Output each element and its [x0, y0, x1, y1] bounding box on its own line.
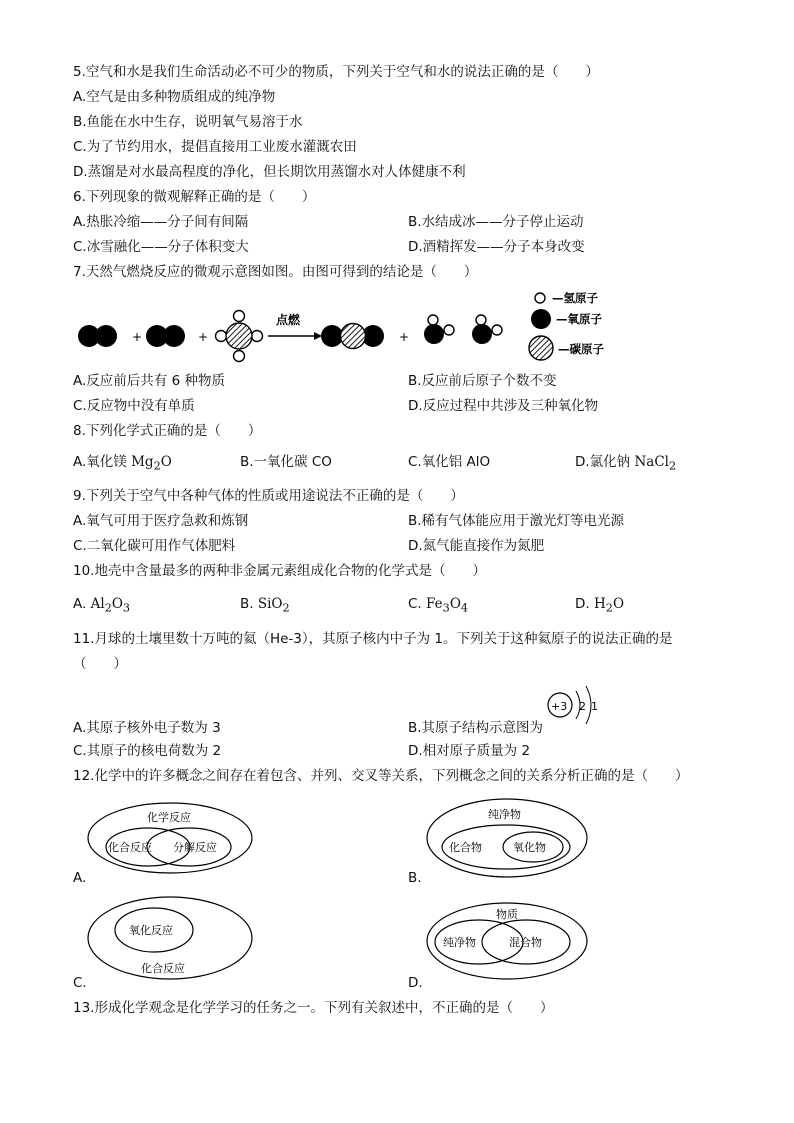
q12-diagram-d [424, 900, 590, 982]
plus-sign-1: + [132, 330, 143, 344]
q12-option-d-label: D. [408, 975, 423, 991]
q5-option-b: B.鱼能在水中生存，说明氧气易溶于水 [73, 114, 303, 130]
q9-stem: 9.下列关于空气中各种气体的性质或用途说法不正确的是（ ） [73, 488, 464, 504]
diagram-d-left: 纯净物 [443, 936, 476, 949]
shell-1-electrons: 2 [579, 700, 586, 713]
q6-option-a: A.热胀冷缩——分子间有间隔 [73, 214, 249, 230]
q9-option-a: A.氧气可用于医疗急救和炼钢 [73, 513, 249, 529]
legend-carbon: —碳原子 [558, 342, 604, 356]
legend-hydrogen: —氢原子 [552, 291, 598, 305]
q11-stem: 11.月球的土壤里数十万吨的氦（He-3），其原子核内中子为 1。下列关于这种氦原子的说法正确的是 [73, 631, 673, 647]
diagram-a-outer: 化学反应 [147, 811, 191, 824]
q8-option-c: C.氧化铝 AlO [408, 454, 491, 470]
water-molecule-1 [424, 315, 454, 344]
q6-option-d: D.酒精挥发——分子本身改变 [408, 239, 585, 255]
q6-option-c: C.冰雪融化——分子体积变大 [73, 239, 249, 255]
q9-option-c: C.二氧化碳可用作气体肥料 [73, 538, 236, 554]
q11-option-a: A.其原子核外电子数为 3 [73, 720, 221, 736]
q6-option-b: B.水结成冰——分子停止运动 [408, 214, 584, 230]
q11-option-b: B.其原子结构示意图为 [408, 720, 544, 736]
q12-diagram-b [424, 796, 590, 880]
q11-atom-structure-diagram [546, 682, 602, 732]
ignite-label: 点燃 [276, 313, 301, 327]
diagram-a-left: 化合反应 [108, 841, 152, 854]
oxygen-molecule-1 [78, 325, 117, 347]
q12-diagram-c [85, 894, 255, 982]
methane-molecule [216, 311, 263, 362]
diagram-b-outer: 纯净物 [488, 808, 521, 821]
q9-option-b: B.稀有气体能应用于激光灯等电光源 [408, 513, 625, 529]
q5-option-c: C.为了节约用水，提倡直接用工业废水灌溉农田 [73, 139, 357, 155]
q12-option-c-label: C. [73, 975, 87, 991]
q8-stem: 8.下列化学式正确的是（ ） [73, 423, 262, 439]
q7-option-c: C.反应物中没有单质 [73, 398, 195, 414]
q7-option-b: B.反应前后原子个数不变 [408, 373, 557, 389]
legend-oxygen-icon [531, 309, 551, 329]
diagram-c-outer: 化合反应 [141, 962, 185, 975]
legend-carbon-icon [529, 336, 553, 360]
diagram-d-right: 混合物 [509, 936, 542, 949]
q6-stem: 6.下列现象的微观解释正确的是（ ） [73, 189, 316, 205]
q8-option-d: D.氯化钠 NaCl$_2$ [575, 454, 677, 473]
diagram-d-outer: 物质 [496, 908, 518, 921]
water-molecule-2 [472, 315, 502, 344]
q7-option-a: A.反应前后共有 6 种物质 [73, 373, 225, 389]
q11-option-c: C.其原子的核电荷数为 2 [73, 743, 222, 759]
oxygen-molecule-2 [146, 325, 185, 347]
carbon-dioxide-molecule [321, 324, 384, 349]
plus-sign-2: + [198, 330, 209, 344]
q7-stem: 7.天然气燃烧反应的微观示意图如图。由图可得到的结论是（ ） [73, 264, 478, 280]
q13-stem: 13.形成化学观念是化学学习的任务之一。下列有关叙述中，不正确的是（ ） [73, 1000, 554, 1016]
q11-stem-blank: （ ） [73, 656, 127, 672]
q10-option-b: B. SiO$_2$ [240, 596, 290, 615]
q8-option-a: A.氧化镁 $Mg_2O$ [73, 454, 172, 473]
q12-option-a-label: A. [73, 870, 87, 886]
q10-option-d: D. $H_2O$ [575, 596, 625, 615]
plus-sign-3: + [399, 330, 410, 344]
q7-reaction-diagram [70, 286, 650, 368]
q12-diagram-a [85, 800, 255, 876]
diagram-b-inner: 氧化物 [513, 841, 546, 854]
q11-option-d: D.相对原子质量为 2 [408, 743, 531, 759]
q10-option-a: A. $Al_2O_3$ [73, 596, 131, 615]
q10-stem: 10.地壳中含量最多的两种非金属元素组成化合物的化学式是（ ） [73, 563, 486, 579]
nucleus-charge: +3 [551, 700, 568, 713]
legend-oxygen: —氧原子 [556, 312, 602, 326]
diagram-a-right: 分解反应 [173, 841, 217, 854]
q5-option-a: A.空气是由多种物质组成的纯净物 [73, 89, 276, 105]
diagram-b-left: 化合物 [449, 841, 482, 854]
q12-stem: 12.化学中的许多概念之间存在着包含、并列、交叉等关系，下列概念之间的关系分析正确的是（ ） [73, 768, 689, 784]
q12-option-b-label: B. [408, 870, 422, 886]
q9-option-d: D.氮气能直接作为氮肥 [408, 538, 545, 554]
q5-stem: 5.空气和水是我们生命活动必不可少的物质，下列关于空气和水的说法正确的是（ ） [73, 64, 599, 80]
q10-option-c: C. $Fe_3O_4$ [408, 596, 469, 615]
shell-2-electrons: 1 [591, 700, 598, 713]
legend-hydrogen-icon [535, 293, 545, 303]
q7-option-d: D.反应过程中共涉及三种氧化物 [408, 398, 599, 414]
q5-option-d: D.蒸馏是对水最高程度的净化，但长期饮用蒸馏水对人体健康不利 [73, 164, 466, 180]
q8-option-b: B.一氧化碳 CO [240, 454, 332, 470]
diagram-c-inner: 氧化反应 [129, 924, 173, 937]
